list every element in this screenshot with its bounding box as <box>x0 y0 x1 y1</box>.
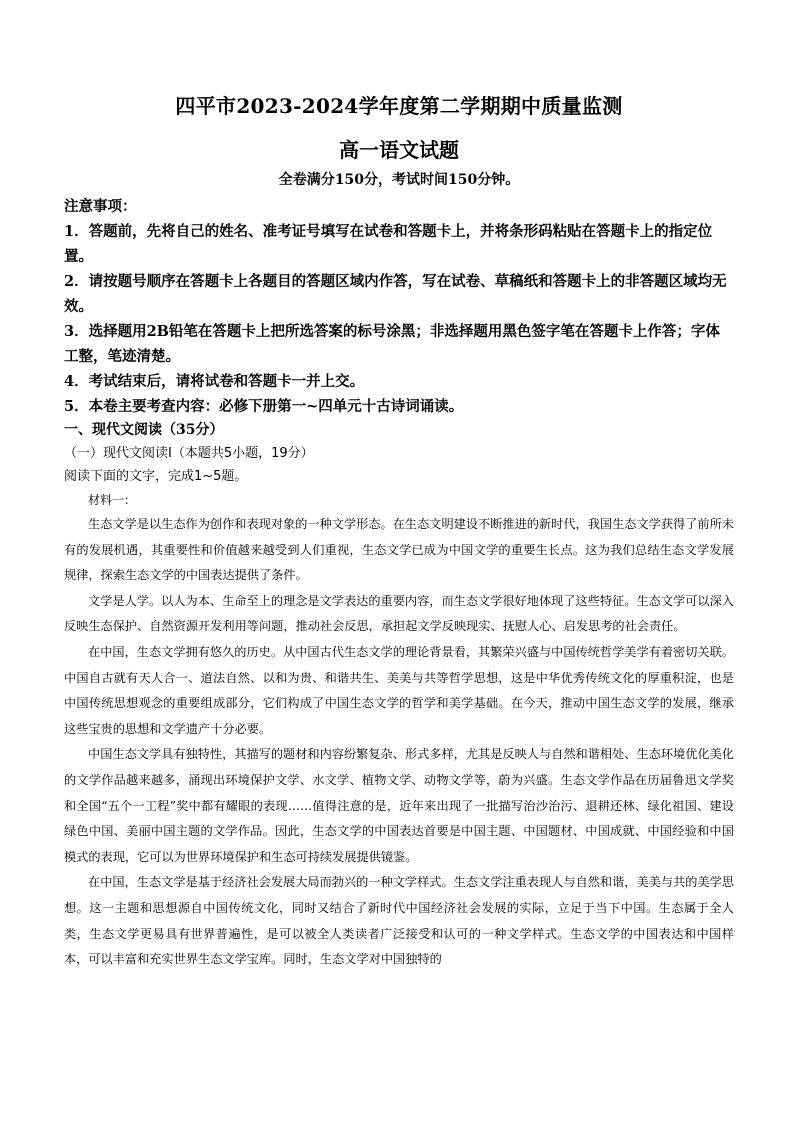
passage-paragraph: 中国生态文学具有独特性，其描写的题材和内容纷繁复杂、形式多样，尤其是反映人与自然和谐相处、生态环境优化美化的文学作品越来越多，涌现出环境保护文学、水文学、植物文学、动物文学等，蔚为兴盛。生态文学作品在历届鲁迅文学奖和全国“五个一工程”奖中都有耀眼的表现……值得注意的是，近年来出现了一批描写治沙治污、退耕还林、绿化祖国、建设绿色中国、美丽中国主题的文学作品。因此，生态文学的中国表达首要是中国主题、中国题材、中国成就、中国经验和中国模式的表现，它可以为世界环境保护和生态可持续发展提供镜鉴。 <box>64 747 734 864</box>
material-label: 材料一： <box>88 493 137 507</box>
notice-item: 2．请按题号顺序在答题卡上各题目的答题区域内作答，写在试卷、草稿纸和答题卡上的非答题区域均无效。 <box>64 273 727 315</box>
reading-section <box>64 419 734 973</box>
notice-heading: 注意事项： <box>64 198 137 215</box>
notice-item: 3．选择题用2B铅笔在答题卡上把所选答案的标号涂黑；非选择题用黑色签字笔在答题卡上作答；字体工整，笔迹清楚。 <box>64 323 720 365</box>
section-heading: 一、现代文阅读（35分） <box>64 422 224 438</box>
passage-paragraph: 文学是人学。以人为本、生命至上的理念是文学表达的重要内容，而生态文学很好地体现了这些特征。生态文学可以深入反映生态保护、自然资源开发利用等问题，推动社会反思，承担起文学反映现实、抚慰人心、启发思考的社会责任。 <box>64 593 734 634</box>
notice-item: 4．考试结束后，请将试卷和答题卡一并上交。 <box>64 373 365 390</box>
notice-item: 5．本卷主要考查内容：必修下册第一~四单元十古诗词诵读。 <box>64 398 464 415</box>
exam-subtitle: 高一语文试题 <box>339 138 459 162</box>
notice-item: 1．答题前，先将自己的姓名、准考证号填写在试卷和答题卡上，并将条形码粘贴在答题卡上的指定位置。 <box>64 223 713 265</box>
score-line: 全卷满分150分，考试时间150分钟。 <box>278 172 520 188</box>
passage-paragraph: 在中国，生态文学是基于经济社会发展大局而勃兴的一种文学样式。生态文学注重表现人与自然和谐，美美与共的美学思想。这一主题和思想源自中国传统文化，同时又结合了新时代中国经济社会发展的实际，立足于当下中国。生态属于全人类，生态文学更易具有世界普遍性，是可以被全人类读者广泛接受和认可的一种文学样式。生态文学的中国表达和中国样本，可以丰富和充实世界生态文学宝库。同时，生态文学对中国独特的 <box>64 875 734 967</box>
passage-paragraph: 在中国，生态文学拥有悠久的历史。从中国古代生态文学的理论背景看，其繁荣兴盛与中国传统哲学美学有着密切关联。中国自古就有天人合一、道法自然、以和为贵、和谐共生、美美与共等哲学思想，这是中华优秀传统文化的厚重积淀，也是中国传统思想观念的重要组成部分，它们构成了中国生态文学的哲学和美学基础。在今天，推动中国生态文学的发展，继承这些宝贵的思想和文学遗产十分必要。 <box>64 644 734 736</box>
reading-instruction: 阅读下面的文字，完成1~5题。 <box>64 469 248 484</box>
notice-block <box>64 194 734 419</box>
passage-paragraph: 生态文学是以生态作为创作和表现对象的一种文学形态。在生态文明建设不断推进的新时代，我国生态文学获得了前所未有的发展机遇，其重要性和价值越来越受到人们重视，生态文学已成为中国文学的重要生长点。这为我们总结生态文学发展规律，探索生态文学的中国表达提供了条件。 <box>64 517 734 583</box>
sub-section-heading: （一）现代文阅读Ⅰ（本题共5小题，19分） <box>64 446 314 461</box>
exam-title: 四平市2023-2024学年度第二学期期中质量监测 <box>175 94 623 118</box>
